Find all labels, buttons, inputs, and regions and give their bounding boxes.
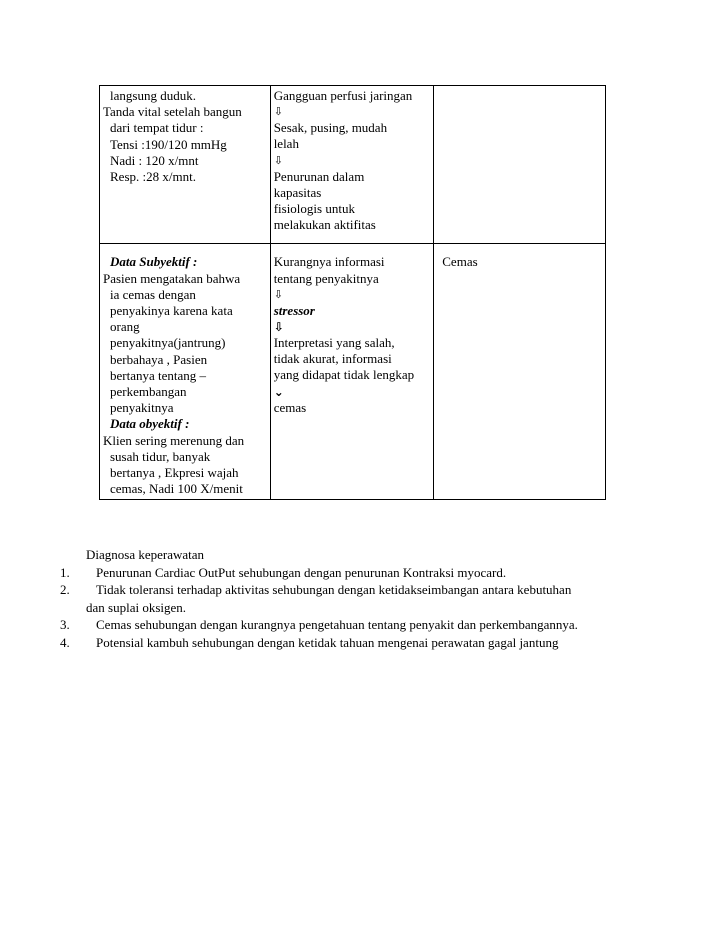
data-line: ia cemas dengan [110, 286, 196, 302]
data-line: Resp. :28 x/mnt. [110, 169, 196, 185]
data-line: Tanda vital setelah bangun [103, 104, 242, 120]
data-line: bertanya , Ekpresi wajah [110, 465, 239, 481]
list-item [60, 634, 578, 652]
etiology-cell [270, 86, 434, 244]
table-row [100, 244, 606, 500]
item-continuation: dan suplai oksigen. [86, 599, 187, 615]
etiology-line: cemas [273, 399, 307, 415]
etiology-line: Kurangnya informasi [273, 254, 385, 270]
data-line: penyakitnya(jantrung) [110, 335, 226, 351]
problem-cell [434, 86, 606, 244]
list-item [60, 616, 578, 634]
etiology-line: Sesak, pusing, mudah [273, 120, 388, 136]
nursing-diagnosis-list [60, 546, 578, 651]
data-line: susah tidur, banyak [110, 448, 211, 464]
data-line: Klien sering merenung dan [103, 432, 245, 448]
data-line: Tensi :190/120 mmHg [110, 136, 227, 152]
etiology-line: melakukan aktifitas [273, 217, 376, 233]
chevron-down-icon: ⌄ [273, 384, 284, 399]
etiology-line: tentang penyakitnya [273, 270, 379, 286]
table-row [100, 86, 606, 244]
data-line: orang [110, 319, 140, 335]
stressor-label: stressor [273, 302, 315, 318]
etiology-line: fisiologis untuk [273, 201, 355, 217]
data-line: bertanya tentang – [110, 367, 207, 383]
assessment-table [99, 85, 606, 500]
item-text: Potensial kambuh sehubungan dengan ketidak tahuan mengenai perawatan gagal jantung [96, 634, 559, 650]
data-line: langsung duduk. [110, 88, 196, 103]
list-item [60, 564, 578, 582]
etiology-line: Interpretasi yang salah, [273, 335, 395, 351]
diagnosis-heading: Diagnosa keperawatan [86, 547, 205, 562]
etiology-line: kapasitas [273, 184, 322, 200]
problem-text: Cemas [442, 254, 478, 270]
item-text: Penurunan Cardiac OutPut sehubungan dengan penurunan Kontraksi myocard. [96, 564, 507, 580]
list-item [60, 581, 578, 599]
data-line: Nadi : 120 x/mnt [110, 152, 199, 168]
etiology-line: yang didapat tidak lengkap [273, 367, 415, 383]
item-number: 1. [60, 564, 70, 580]
down-arrow-icon: ⇩ [273, 287, 283, 301]
down-arrow-icon: ⇩ [273, 105, 283, 119]
data-line: Pasien mengatakan bahwa [103, 270, 241, 286]
etiology-line: tidak akurat, informasi [273, 351, 392, 367]
item-number: 4. [60, 634, 70, 650]
data-line: penyakitnya [110, 400, 174, 416]
etiology-line: Gangguan perfusi jaringan [273, 88, 413, 103]
data-line: penyakinya karena kata [110, 303, 233, 319]
data-cell [100, 244, 271, 500]
etiology-line: Penurunan dalam [273, 168, 365, 184]
problem-cell [434, 244, 606, 500]
data-line: perkembangan [110, 384, 187, 400]
item-text: Cemas sehubungan dengan kurangnya pengetahuan tentang penyakit dan perkembangannya. [96, 617, 578, 632]
item-text: Tidak toleransi terhadap aktivitas sehubungan dengan ketidakseimbangan antara kebutuhan [96, 582, 572, 597]
bold-down-arrow-icon: ⇩ [273, 320, 284, 335]
data-line: berbahaya , Pasien [110, 351, 208, 367]
objective-heading: Data obyektif : [110, 416, 190, 432]
data-line: cemas, Nadi 100 X/menit [110, 481, 243, 497]
item-number: 3. [60, 617, 70, 632]
item-number: 2. [60, 582, 70, 597]
data-cell [100, 86, 271, 244]
subjective-heading: Data Subyektif : [110, 254, 198, 270]
etiology-line: lelah [273, 136, 299, 152]
data-line: dari tempat tidur : [110, 120, 204, 136]
down-arrow-icon: ⇩ [273, 153, 283, 167]
etiology-cell [270, 244, 434, 500]
